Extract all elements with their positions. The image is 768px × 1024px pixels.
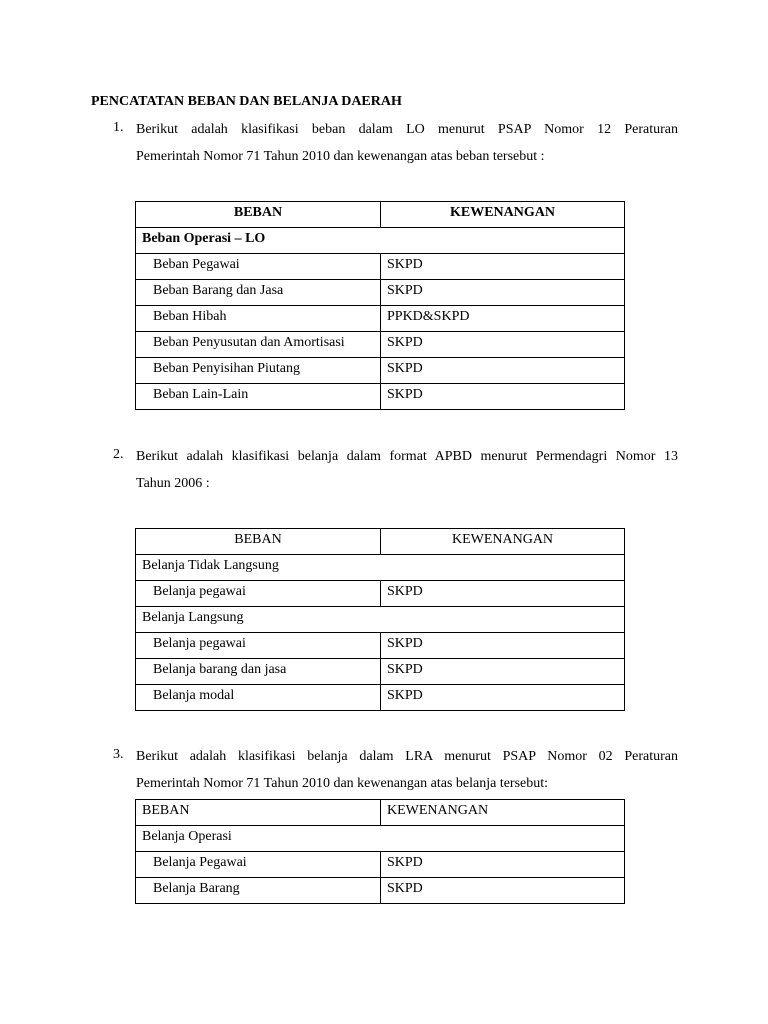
document-heading: PENCATATAN BEBAN DAN BELANJA DAERAH (91, 94, 402, 109)
table-row (136, 384, 625, 410)
table-group-row (136, 607, 625, 633)
table-group-row (136, 228, 625, 254)
paragraph-line: Berikut adalah klasifikasi beban dalam LO menurut PSAP Nomor 12 Peraturan (136, 122, 678, 137)
paragraph-line: Berikut adalah klasifikasi belanja dalam format APBD menurut Permendagri Nomor 13 (136, 449, 678, 464)
group-label: Belanja Langsung (136, 607, 625, 633)
group-label: Belanja Operasi (136, 826, 625, 852)
table-group-row (136, 555, 625, 581)
cell-kewenangan: SKPD (381, 659, 625, 685)
column-header-kewenangan: KEWENANGAN (381, 202, 625, 228)
column-header-beban: BEBAN (136, 202, 381, 228)
table-row (136, 254, 625, 280)
table-header-row (136, 800, 625, 826)
list-number: 3. (113, 747, 124, 762)
table-belanja-apbd (135, 528, 625, 711)
cell-kewenangan: SKPD (381, 633, 625, 659)
cell-beban: Belanja pegawai (136, 581, 381, 607)
table-row (136, 358, 625, 384)
cell-beban: Beban Barang dan Jasa (136, 280, 381, 306)
paragraph (136, 448, 678, 502)
table-beban-lo (135, 201, 625, 410)
cell-beban: Beban Penyusutan dan Amortisasi (136, 332, 381, 358)
table-belanja-lra (135, 799, 625, 904)
cell-kewenangan: SKPD (381, 878, 625, 904)
cell-beban: Belanja modal (136, 685, 381, 711)
cell-kewenangan: SKPD (381, 384, 625, 410)
table-row (136, 581, 625, 607)
cell-beban: Beban Hibah (136, 306, 381, 332)
table-group-row (136, 826, 625, 852)
cell-beban: Beban Penyisihan Piutang (136, 358, 381, 384)
cell-beban: Beban Lain-Lain (136, 384, 381, 410)
table-row (136, 878, 625, 904)
cell-beban: Belanja pegawai (136, 633, 381, 659)
table-row (136, 852, 625, 878)
cell-kewenangan: SKPD (381, 852, 625, 878)
paragraph-line: Pemerintah Nomor 71 Tahun 2010 dan kewenangan atas beban tersebut : (136, 149, 545, 164)
table-row (136, 306, 625, 332)
table-row (136, 332, 625, 358)
table-header-row (136, 202, 625, 228)
cell-kewenangan: PPKD&SKPD (381, 306, 625, 332)
paragraph (136, 121, 678, 175)
cell-kewenangan: SKPD (381, 280, 625, 306)
table-header-row (136, 529, 625, 555)
list-number: 1. (113, 120, 124, 135)
group-label: Belanja Tidak Langsung (136, 555, 625, 581)
paragraph-line: Tahun 2006 : (136, 476, 210, 491)
column-header-kewenangan: KEWENANGAN (381, 529, 625, 555)
paragraph (136, 748, 678, 802)
table-row (136, 659, 625, 685)
group-label: Beban Operasi – LO (136, 228, 625, 254)
table-row (136, 685, 625, 711)
cell-kewenangan: SKPD (381, 332, 625, 358)
column-header-beban: BEBAN (136, 529, 381, 555)
cell-kewenangan: SKPD (381, 685, 625, 711)
cell-kewenangan: SKPD (381, 254, 625, 280)
cell-kewenangan: SKPD (381, 358, 625, 384)
paragraph-line: Pemerintah Nomor 71 Tahun 2010 dan kewenangan atas belanja tersebut: (136, 776, 549, 791)
list-number: 2. (113, 447, 124, 462)
cell-beban: Belanja Barang (136, 878, 381, 904)
cell-beban: Beban Pegawai (136, 254, 381, 280)
cell-beban: Belanja Pegawai (136, 852, 381, 878)
table-row (136, 280, 625, 306)
column-header-kewenangan: KEWENANGAN (381, 800, 625, 826)
cell-beban: Belanja barang dan jasa (136, 659, 381, 685)
column-header-beban: BEBAN (136, 800, 381, 826)
paragraph-line: Berikut adalah klasifikasi belanja dalam LRA menurut PSAP Nomor 02 Peraturan (136, 749, 678, 764)
table-row (136, 633, 625, 659)
cell-kewenangan: SKPD (381, 581, 625, 607)
